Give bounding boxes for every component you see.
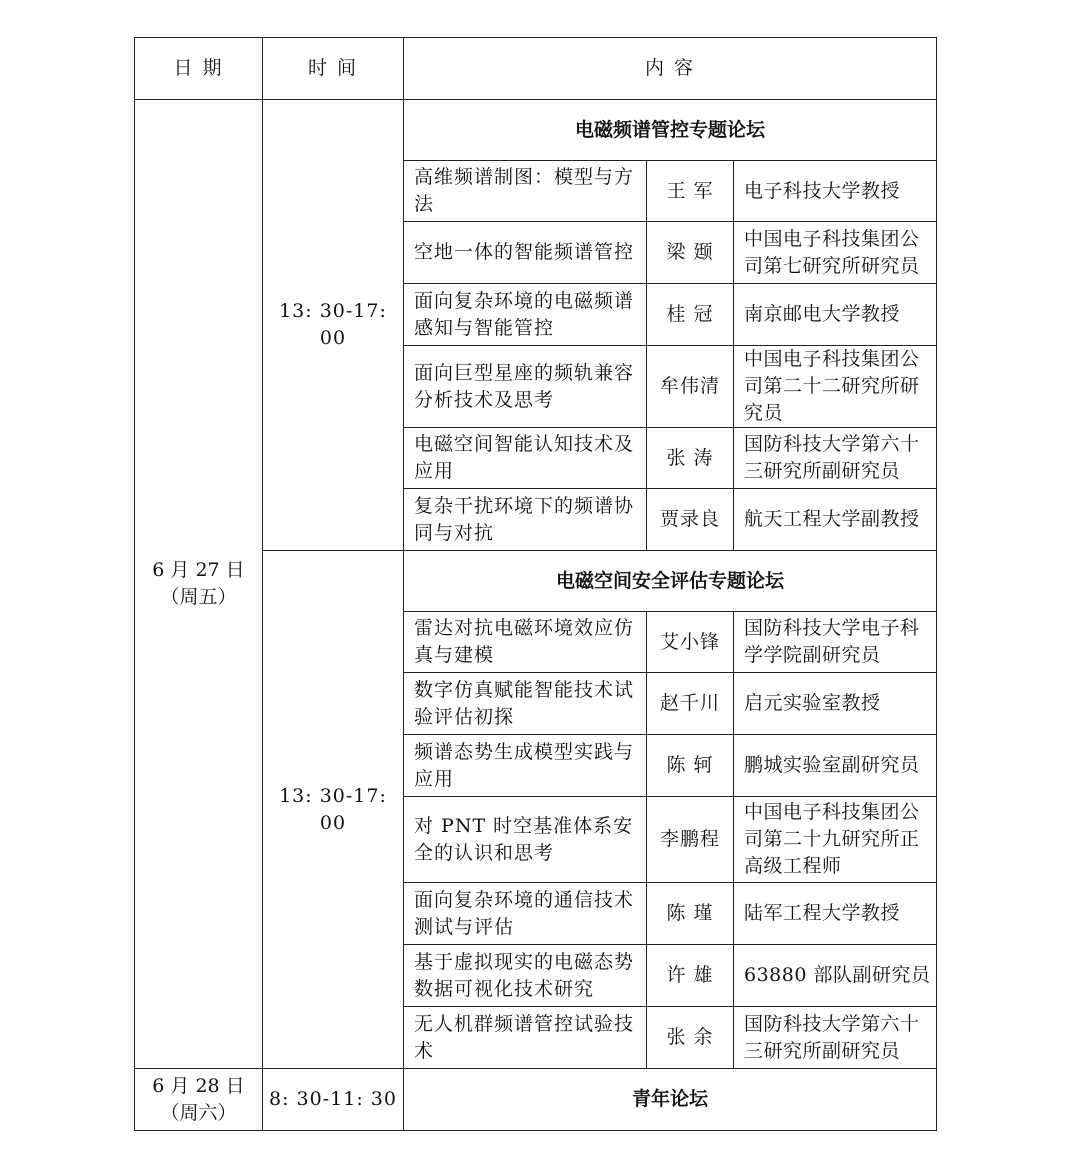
talk-speaker: 许 雄 bbox=[647, 945, 734, 1007]
forum-title-youth: 青年论坛 bbox=[404, 1069, 937, 1131]
weekday-text: （周五） bbox=[160, 586, 237, 608]
talk-affiliation: 国防科技大学第六十三研究所副研究员 bbox=[734, 428, 937, 489]
weekday-text: （周六） bbox=[160, 1101, 237, 1124]
talk-speaker: 牟伟清 bbox=[647, 346, 734, 428]
talk-speaker: 赵千川 bbox=[647, 673, 734, 735]
date-text: 6 月 27 日 bbox=[152, 559, 245, 581]
talk-affiliation: 启元实验室教授 bbox=[734, 673, 937, 735]
talk-topic: 空地一体的智能频谱管控 bbox=[404, 222, 647, 284]
talk-affiliation: 陆军工程大学教授 bbox=[734, 883, 937, 945]
talk-affiliation: 南京邮电大学教授 bbox=[734, 284, 937, 346]
talk-affiliation: 鹏城实验室副研究员 bbox=[734, 735, 937, 797]
talk-affiliation: 国防科技大学第六十三研究所副研究员 bbox=[734, 1007, 937, 1069]
talk-topic: 无人机群频谱管控试验技术 bbox=[404, 1007, 647, 1069]
talk-affiliation: 国防科技大学电子科学学院副研究员 bbox=[734, 612, 937, 673]
date-cell-day2 bbox=[135, 1069, 263, 1131]
talk-speaker: 张 涛 bbox=[647, 428, 734, 489]
forum-title-security: 电磁空间安全评估专题论坛 bbox=[404, 551, 937, 612]
time-cell-session2: 13: 30-17: 00 bbox=[263, 551, 404, 1069]
header-time: 时 间 bbox=[263, 38, 404, 100]
talk-speaker: 贾录良 bbox=[647, 489, 734, 551]
talk-speaker: 陈 瑾 bbox=[647, 883, 734, 945]
date-text: 6 月 28 日 bbox=[152, 1074, 245, 1097]
header-row bbox=[135, 38, 937, 100]
talk-affiliation: 中国电子科技集团公司第七研究所研究员 bbox=[734, 222, 937, 284]
talk-topic: 数字仿真赋能智能技术试验评估初探 bbox=[404, 673, 647, 735]
time-cell-session1: 13: 30-17: 00 bbox=[263, 100, 404, 551]
talk-topic: 高维频谱制图：模型与方法 bbox=[404, 161, 647, 222]
time-cell-day2: 8: 30-11: 30 bbox=[263, 1069, 404, 1131]
forum-row bbox=[135, 100, 937, 161]
header-date: 日 期 bbox=[135, 38, 263, 100]
talk-speaker: 桂 冠 bbox=[647, 284, 734, 346]
talk-topic: 面向巨型星座的频轨兼容分析技术及思考 bbox=[404, 346, 647, 428]
talk-speaker: 梁 颋 bbox=[647, 222, 734, 284]
talk-topic: 频谱态势生成模型实践与应用 bbox=[404, 735, 647, 797]
talk-affiliation: 航天工程大学副教授 bbox=[734, 489, 937, 551]
schedule-table bbox=[134, 37, 937, 1131]
day2-row bbox=[135, 1069, 937, 1131]
talk-topic: 面向复杂环境的通信技术测试与评估 bbox=[404, 883, 647, 945]
talk-speaker: 艾小锋 bbox=[647, 612, 734, 673]
talk-topic: 电磁空间智能认知技术及应用 bbox=[404, 428, 647, 489]
header-content: 内 容 bbox=[404, 38, 937, 100]
talk-affiliation: 中国电子科技集团公司第二十二研究所研究员 bbox=[734, 346, 937, 428]
talk-speaker: 陈 轲 bbox=[647, 735, 734, 797]
talk-topic: 对 PNT 时空基准体系安全的认识和思考 bbox=[404, 797, 647, 883]
talk-topic: 复杂干扰环境下的频谱协同与对抗 bbox=[404, 489, 647, 551]
talk-speaker: 张 余 bbox=[647, 1007, 734, 1069]
talk-topic: 基于虚拟现实的电磁态势数据可视化技术研究 bbox=[404, 945, 647, 1007]
talk-speaker: 王 军 bbox=[647, 161, 734, 222]
talk-affiliation: 中国电子科技集团公司第二十九研究所正高级工程师 bbox=[734, 797, 937, 883]
date-cell-day1 bbox=[135, 100, 263, 1069]
talk-topic: 面向复杂环境的电磁频谱感知与智能管控 bbox=[404, 284, 647, 346]
talk-affiliation: 电子科技大学教授 bbox=[734, 161, 937, 222]
talk-topic: 雷达对抗电磁环境效应仿真与建模 bbox=[404, 612, 647, 673]
talk-affiliation: 63880 部队副研究员 bbox=[734, 945, 937, 1007]
forum-title-spectrum: 电磁频谱管控专题论坛 bbox=[404, 100, 937, 161]
talk-speaker: 李鹏程 bbox=[647, 797, 734, 883]
